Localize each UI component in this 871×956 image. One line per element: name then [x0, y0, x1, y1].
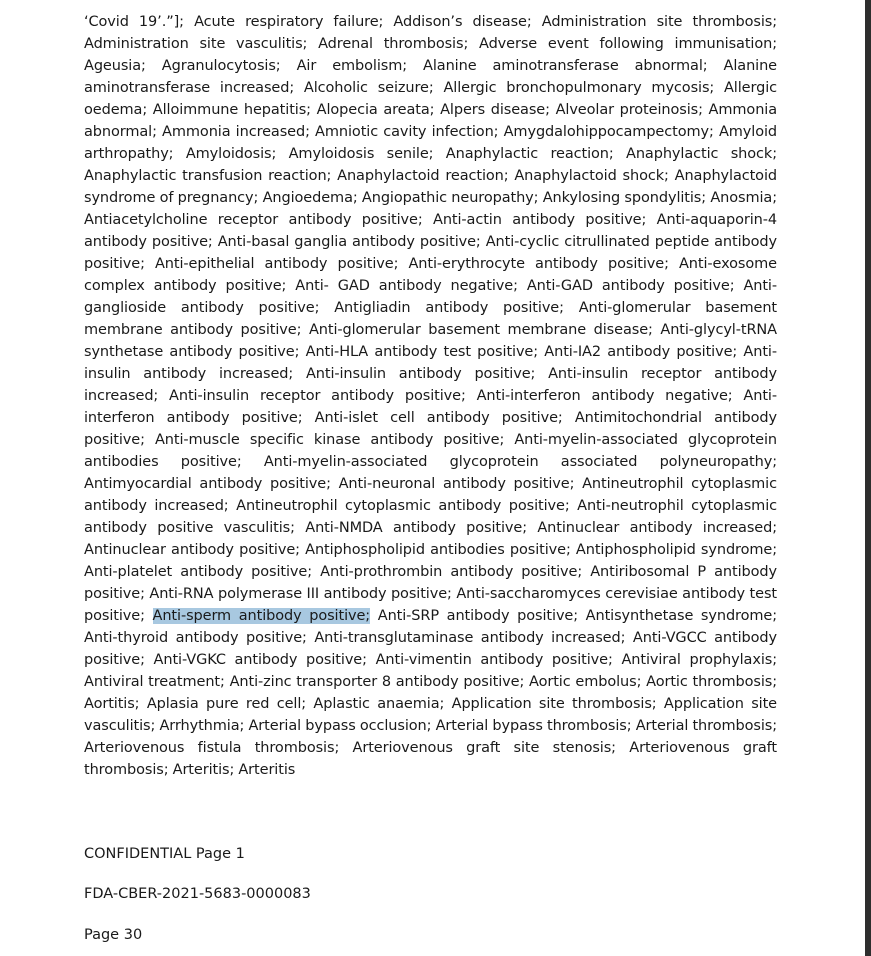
bates-number: FDA-CBER-2021-5683-0000083 [84, 886, 311, 902]
selected-text-highlight[interactable]: Anti-sperm antibody positive; [152, 608, 371, 624]
body-text-after-highlight: Anti-SRP antibody positive; Antisynthetase syndrome; Anti-thyroid antibody positive; Anti-transglutaminase antibody increased; Anti-VGCC antibody positive; Anti-VGKC antibody positive; Anti-vimentin antibody positive; Antiviral prophylaxis; Antiviral treatment; Anti-zinc transporter 8 antibody positive; Aortic embolus; Aortic thrombosis; Aortitis; Aplasia pure red cell; Aplastic anaemia; Application site thrombosis; Application site vasculitis; Arrhythmia; Arterial bypass occlusion; Arterial bypass thrombosis; Arterial thrombosis; Arteriovenous fistula thrombosis; Arteriovenous graft site stenosis; Arteriovenous graft thrombosis; Arteritis; Arteritis [84, 608, 777, 778]
confidential-footer: CONFIDENTIAL Page 1 [84, 846, 245, 862]
body-paragraph [84, 11, 777, 781]
body-text-before-highlight: ‘Covid 19’.”]; Acute respiratory failure; Addison’s disease; Administration site thrombosis; Administration site vasculitis; Adrenal thrombosis; Adverse event following immunisation; Ageusia; Agranulocytosis; Air embolism; Alanine aminotransferase abnormal; Alanine aminotransferase increased; Alcoholic seizure; Allergic bronchopulmonary mycosis; Allergic oedema; Alloimmune hepatitis; Alopecia areata; Alpers disease; Alveolar proteinosis; Ammonia abnormal; Ammonia increased; Amniotic cavity infection; Amygdalohippocampectomy; Amyloid arthropathy; Amyloidosis; Amyloidosis senile; Anaphylactic reaction; Anaphylactic shock; Anaphylactic transfusion reaction; Anaphylactoid reaction; Anaphylactoid shock; Anaphylactoid syndrome of pregnancy; Angioedema; Angiopathic neuropathy; Ankylosing spondylitis; Anosmia; Antiacetylcholine receptor antibody positive; Anti-actin antibody positive; Anti-aquaporin-4 antibody positive; Anti-basal ganglia antibody positive; Anti-cyclic citrullinated peptide antibody positive; Anti-epithelial antibody positive; Anti-erythrocyte antibody positive; Anti-exosome complex antibody positive; Anti- GAD antibody negative; Anti-GAD antibody positive; Anti-ganglioside antibody positive; Antigliadin antibody positive; Anti-glomerular basement membrane antibody positive; Anti-glomerular basement membrane disease; Anti-glycyl-tRNA synthetase antibody positive; Anti-HLA antibody test positive; Anti-IA2 antibody positive; Anti-insulin antibody increased; Anti-insulin antibody positive; Anti-insulin receptor antibody increased; Anti-insulin receptor antibody positive; Anti-interferon antibody negative; Anti-interferon antibody positive; Anti-islet cell antibody positive; Antimitochondrial antibody positive; Anti-muscle specific kinase antibody positive; Anti-myelin-associated glycoprotein antibodies positive; Anti-myelin-associated glycoprotein associated polyneuropathy; Antimyocardial antibody positive; Anti-neuronal antibody positive; Antineutrophil cytoplasmic antibody increased; Antineutrophil cytoplasmic antibody positive; Anti-neutrophil cytoplasmic antibody positive vasculitis; Anti-NMDA antibody positive; Antinuclear antibody increased; Antinuclear antibody positive; Antiphospholipid antibodies positive; Antiphospholipid syndrome; Anti-platelet antibody positive; Anti-prothrombin antibody positive; Antiribosomal P antibody positive; Anti-RNA polymerase III antibody positive; Anti-saccharomyces cerevisiae antibody test positive; [84, 14, 777, 624]
viewer-background-edge [865, 0, 871, 956]
page-number: Page 30 [84, 927, 143, 943]
